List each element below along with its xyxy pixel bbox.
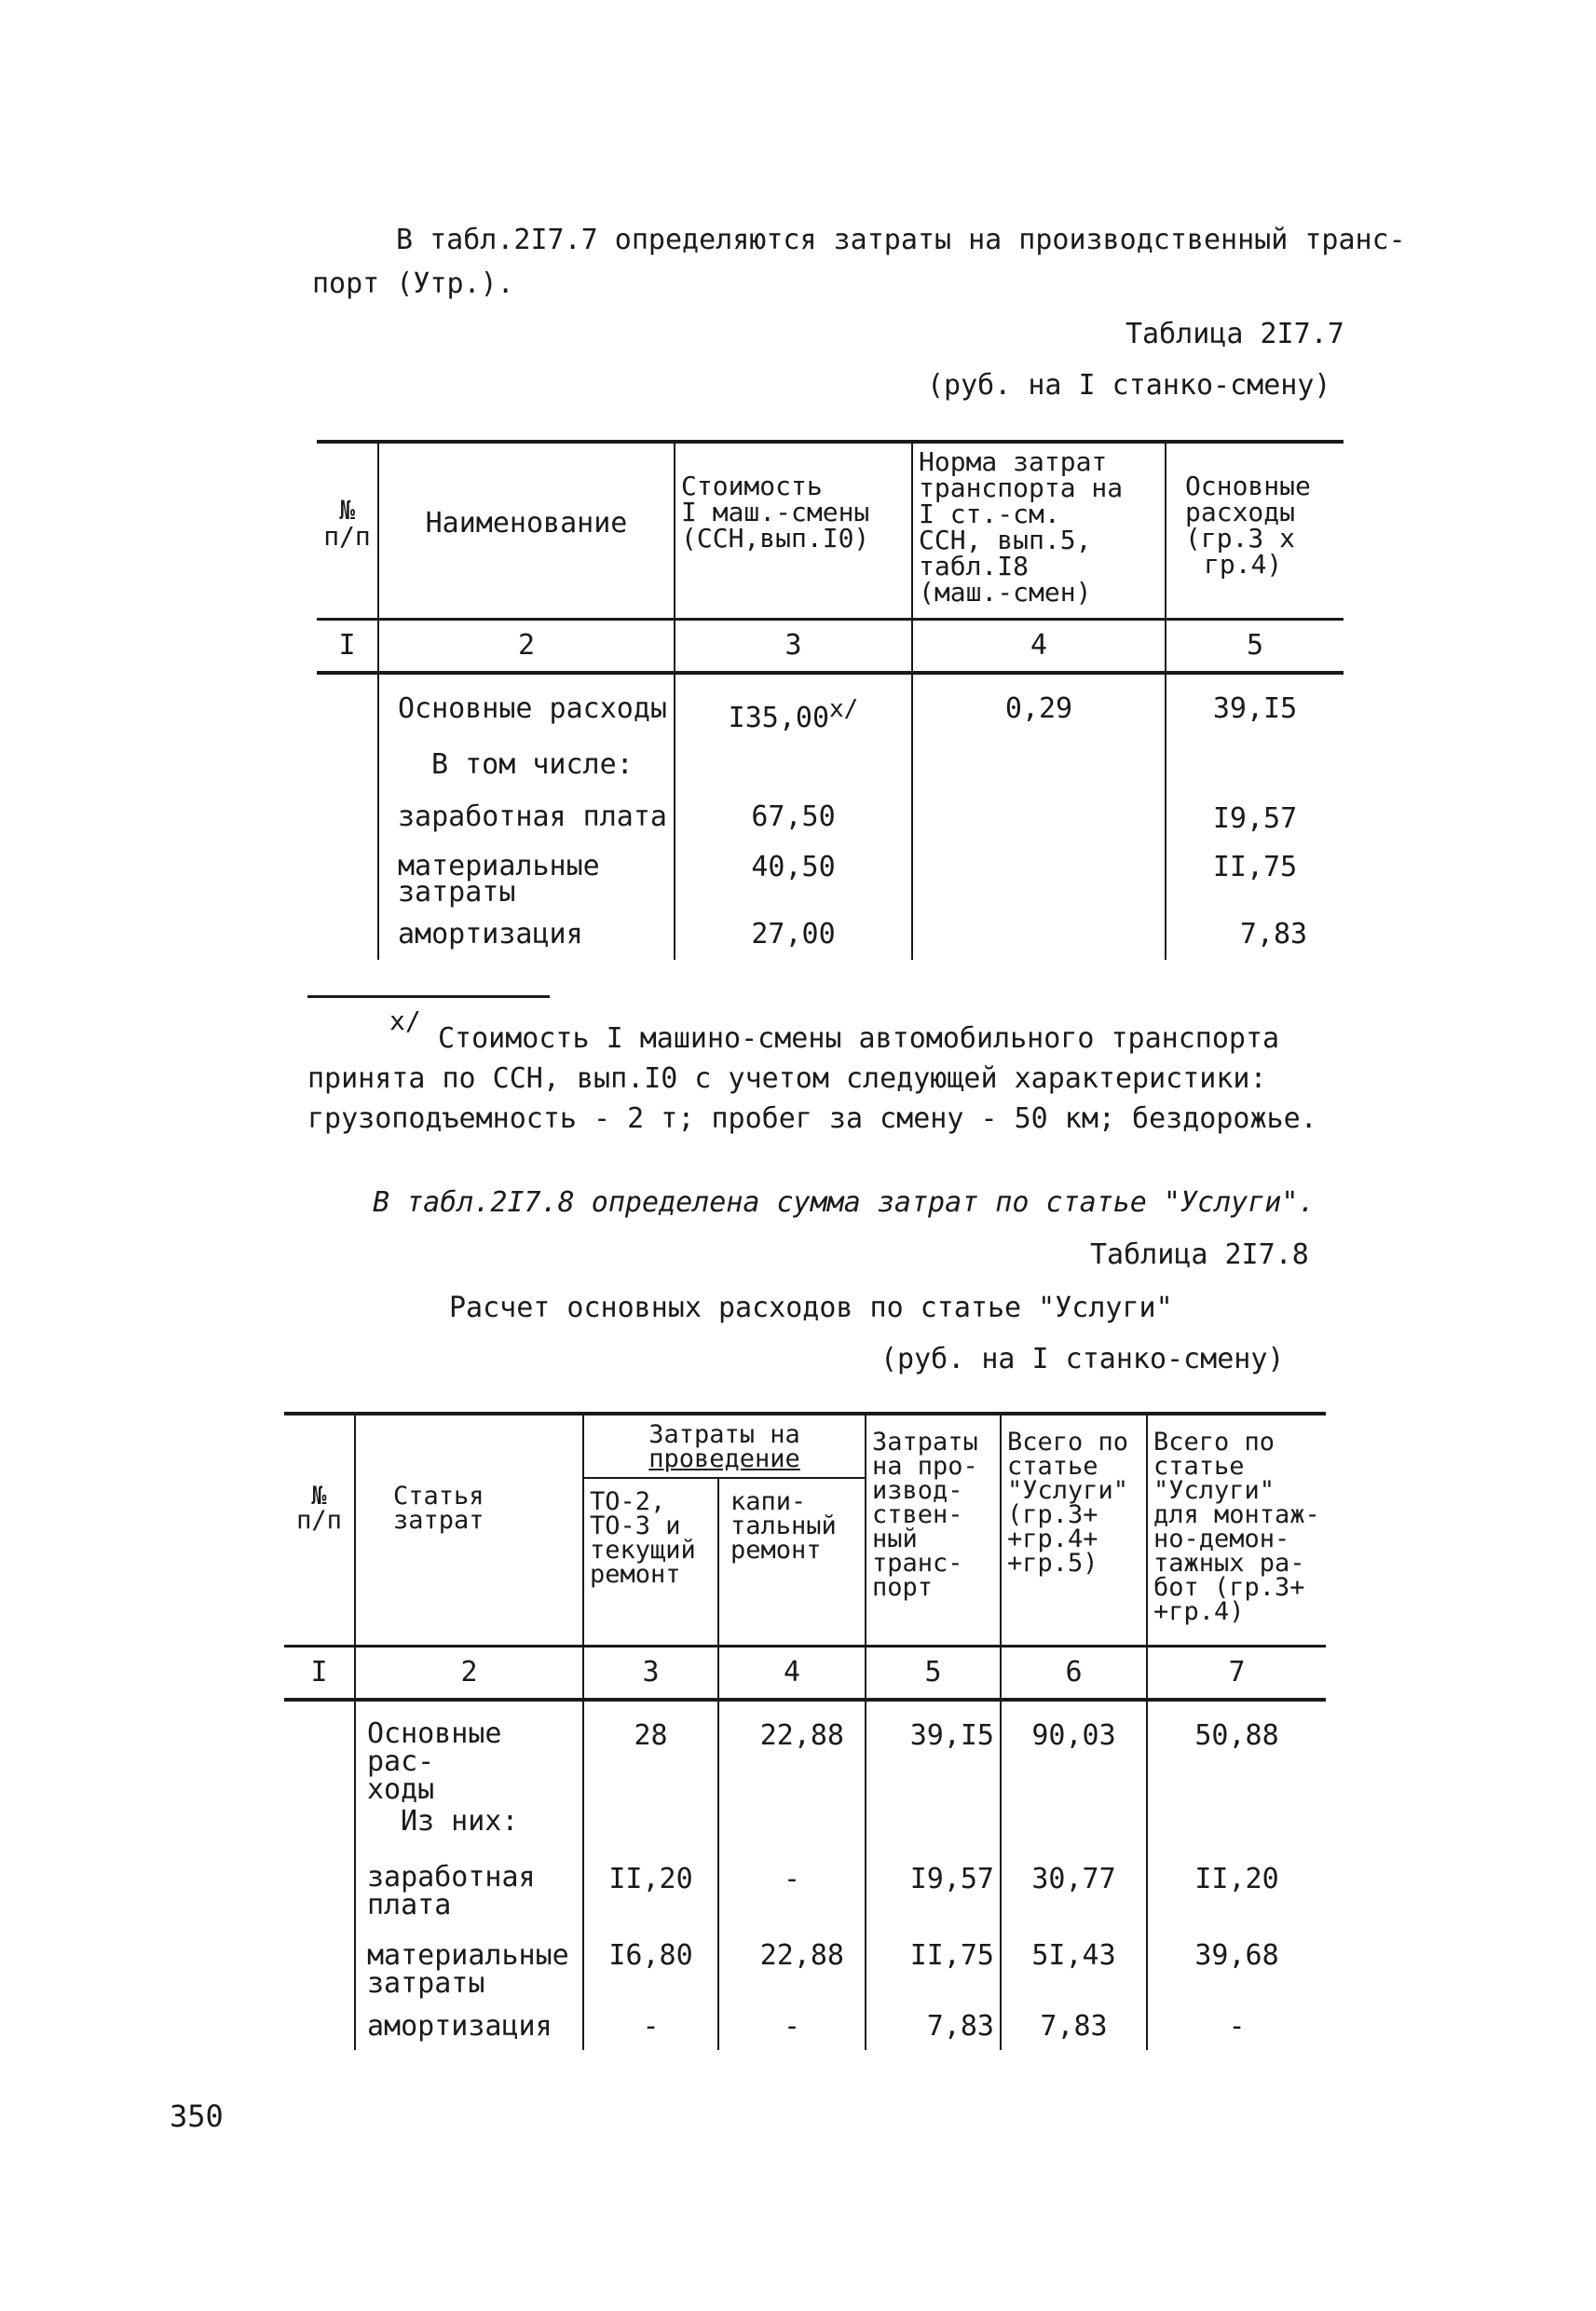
- t1-footnote-mark: x/: [829, 694, 859, 723]
- t2-header-total-mount: Всего по статье "Услуги" для монтаж- но-демон- тажных ра- бот (гр.3+ +гр.4): [1147, 1414, 1326, 1646]
- t1-header-no: № п/п: [323, 495, 371, 552]
- t2-row-label: амортизация: [355, 2002, 583, 2050]
- t1-row-including: [317, 732, 1344, 785]
- t2-row-label: материальные затраты: [355, 1925, 583, 2002]
- t1-row-basic-value: 39,I5: [1166, 673, 1344, 732]
- table-217-8: [284, 1412, 1326, 2050]
- t1-row-label: заработная плата: [378, 785, 675, 837]
- t1-row-norm: 0,29: [912, 673, 1166, 732]
- t2-cell-total: 90,03: [1001, 1700, 1147, 1804]
- t1-header-cost: Стоимость I маш.-смены (ССН,вып.I0): [675, 442, 912, 619]
- t1-colnum-3: 3: [675, 619, 912, 673]
- t2-cell-transport: II,75: [866, 1925, 1001, 2002]
- t1-colnum-5: 5: [1166, 619, 1344, 673]
- footnote-line-3: грузоподъемность - 2 т; пробег за смену - 50 км; бездорожье.: [307, 1102, 1317, 1135]
- table-217-7: [317, 440, 1344, 960]
- t2-row-label: Из них:: [355, 1804, 583, 1847]
- t1-row-basic: [317, 673, 1344, 732]
- t2-cell-to: 28: [583, 1700, 718, 1804]
- footnote-line-2: принята по ССН, вып.I0 с учетом следующей характеристики:: [307, 1062, 1267, 1095]
- t2-cell-transport: I9,57: [866, 1847, 1001, 1925]
- t1-header-name: Наименование: [378, 442, 675, 619]
- table1-unit: (руб. на I станко-смену): [927, 369, 1331, 402]
- t2-colnum-6: 6: [1001, 1646, 1147, 1700]
- intro2-text: В табл.2I7.8 определена сумма затрат по статье "Услуги".: [373, 1186, 1316, 1219]
- t2-row-label: Основные рас- ходы: [355, 1700, 583, 1804]
- t2-header-group: Затраты на проведение: [583, 1414, 866, 1478]
- t1-colnum-1: I: [317, 619, 378, 673]
- t2-colnum-5: 5: [866, 1646, 1001, 1700]
- t2-colnum-7: 7: [1147, 1646, 1326, 1700]
- t2-cell-transport: 39,I5: [866, 1700, 1001, 1804]
- t2-cell-total-mount: 39,68: [1147, 1925, 1326, 2002]
- t1-row-label: амортизация: [378, 913, 675, 960]
- table2-unit: (руб. на I станко-смену): [880, 1343, 1285, 1375]
- page-number: 350: [170, 2099, 224, 2134]
- t2-cell-total-mount: -: [1147, 2002, 1326, 2050]
- t1-colnum-4: 4: [912, 619, 1166, 673]
- t1-row-label: Основные расходы: [378, 673, 675, 732]
- t1-row-basic-value: II,75: [1166, 837, 1344, 913]
- t2-cell-total: 5I,43: [1001, 1925, 1147, 2002]
- t1-row-amortization: [317, 913, 1344, 960]
- t1-row-cost: 40,50: [675, 837, 912, 913]
- intro-line-1: В табл.2I7.7 определяются затраты на производственный транс-: [396, 224, 1406, 256]
- t1-row-salary: [317, 785, 1344, 837]
- table1-caption: Таблица 2I7.7: [1125, 318, 1344, 350]
- t1-row-cost: 27,00: [675, 913, 912, 960]
- t2-row-label: заработная плата: [355, 1847, 583, 1925]
- t2-cell-to: -: [583, 2002, 718, 2050]
- t2-row-material: [284, 1925, 1326, 2002]
- intro-line-2: порт (Утр.).: [312, 267, 514, 300]
- t1-colnum-2: 2: [378, 619, 675, 673]
- t1-row-cost: 67,50: [675, 785, 912, 837]
- t2-cell-cap: -: [718, 2002, 866, 2050]
- t2-cell-cap: 22,88: [718, 1925, 866, 2002]
- t2-cell-total: 30,77: [1001, 1847, 1147, 1925]
- t2-header-to: ТО-2, ТО-3 и текущий ремонт: [583, 1478, 718, 1646]
- footnote-rule: [307, 995, 550, 998]
- t1-row-label: В том числе:: [378, 732, 675, 785]
- t2-header-total: Всего по статье "Услуги" (гр.3+ +гр.4+ +гр.5): [1001, 1414, 1147, 1646]
- t1-row-cost: $I35,00^{x/}$: [675, 673, 912, 732]
- t1-header-norm: Норма затрат транспорта на I ст.-см. ССН, вып.5, табл.I8 (маш.-смен): [912, 442, 1166, 619]
- t1-header-basic: Основные расходы (гр.3 х гр.4): [1166, 442, 1344, 619]
- t2-header-no: № п/п: [296, 1482, 342, 1535]
- t2-colnum-3: 3: [583, 1646, 718, 1700]
- t2-cell-cap: -: [718, 1847, 866, 1925]
- t2-row-of-them: [284, 1804, 1326, 1847]
- t1-row-basic-value: I9,57: [1166, 785, 1344, 837]
- t2-colnum-1: I: [284, 1646, 355, 1700]
- t1-row-material: [317, 837, 1344, 913]
- table2-caption: Таблица 2I7.8: [1090, 1238, 1309, 1271]
- t2-cell-cap: 22,88: [718, 1700, 866, 1804]
- t2-cell-total-mount: II,20: [1147, 1847, 1326, 1925]
- t2-colnum-2: 2: [355, 1646, 583, 1700]
- t2-cell-total: 7,83: [1001, 2002, 1147, 2050]
- t2-cell-to: II,20: [583, 1847, 718, 1925]
- t2-header-transport: Затраты на про- извод- ствен- ный транс- порт: [866, 1414, 1001, 1646]
- t2-cell-total-mount: 50,88: [1147, 1700, 1326, 1804]
- t2-row-amortization: [284, 2002, 1326, 2050]
- t2-colnum-4: 4: [718, 1646, 866, 1700]
- footnote-line-1: Стоимость I машино-смены автомобильного транспорта: [438, 1022, 1280, 1055]
- t2-cell-to: I6,80: [583, 1925, 718, 2002]
- t1-row-basic-value: 7,83: [1166, 913, 1344, 960]
- t2-header-item: Статья затрат: [355, 1414, 583, 1646]
- t2-header-cap: капи- тальный ремонт: [718, 1478, 866, 1646]
- footnote-mark: x/: [389, 1005, 421, 1036]
- t2-row-salary: [284, 1847, 1326, 1925]
- table2-title: Расчет основных расходов по статье "Услуги": [449, 1292, 1173, 1324]
- t1-row-label: материальные затраты: [378, 837, 675, 913]
- t2-row-basic: [284, 1700, 1326, 1804]
- t2-cell-transport: 7,83: [866, 2002, 1001, 2050]
